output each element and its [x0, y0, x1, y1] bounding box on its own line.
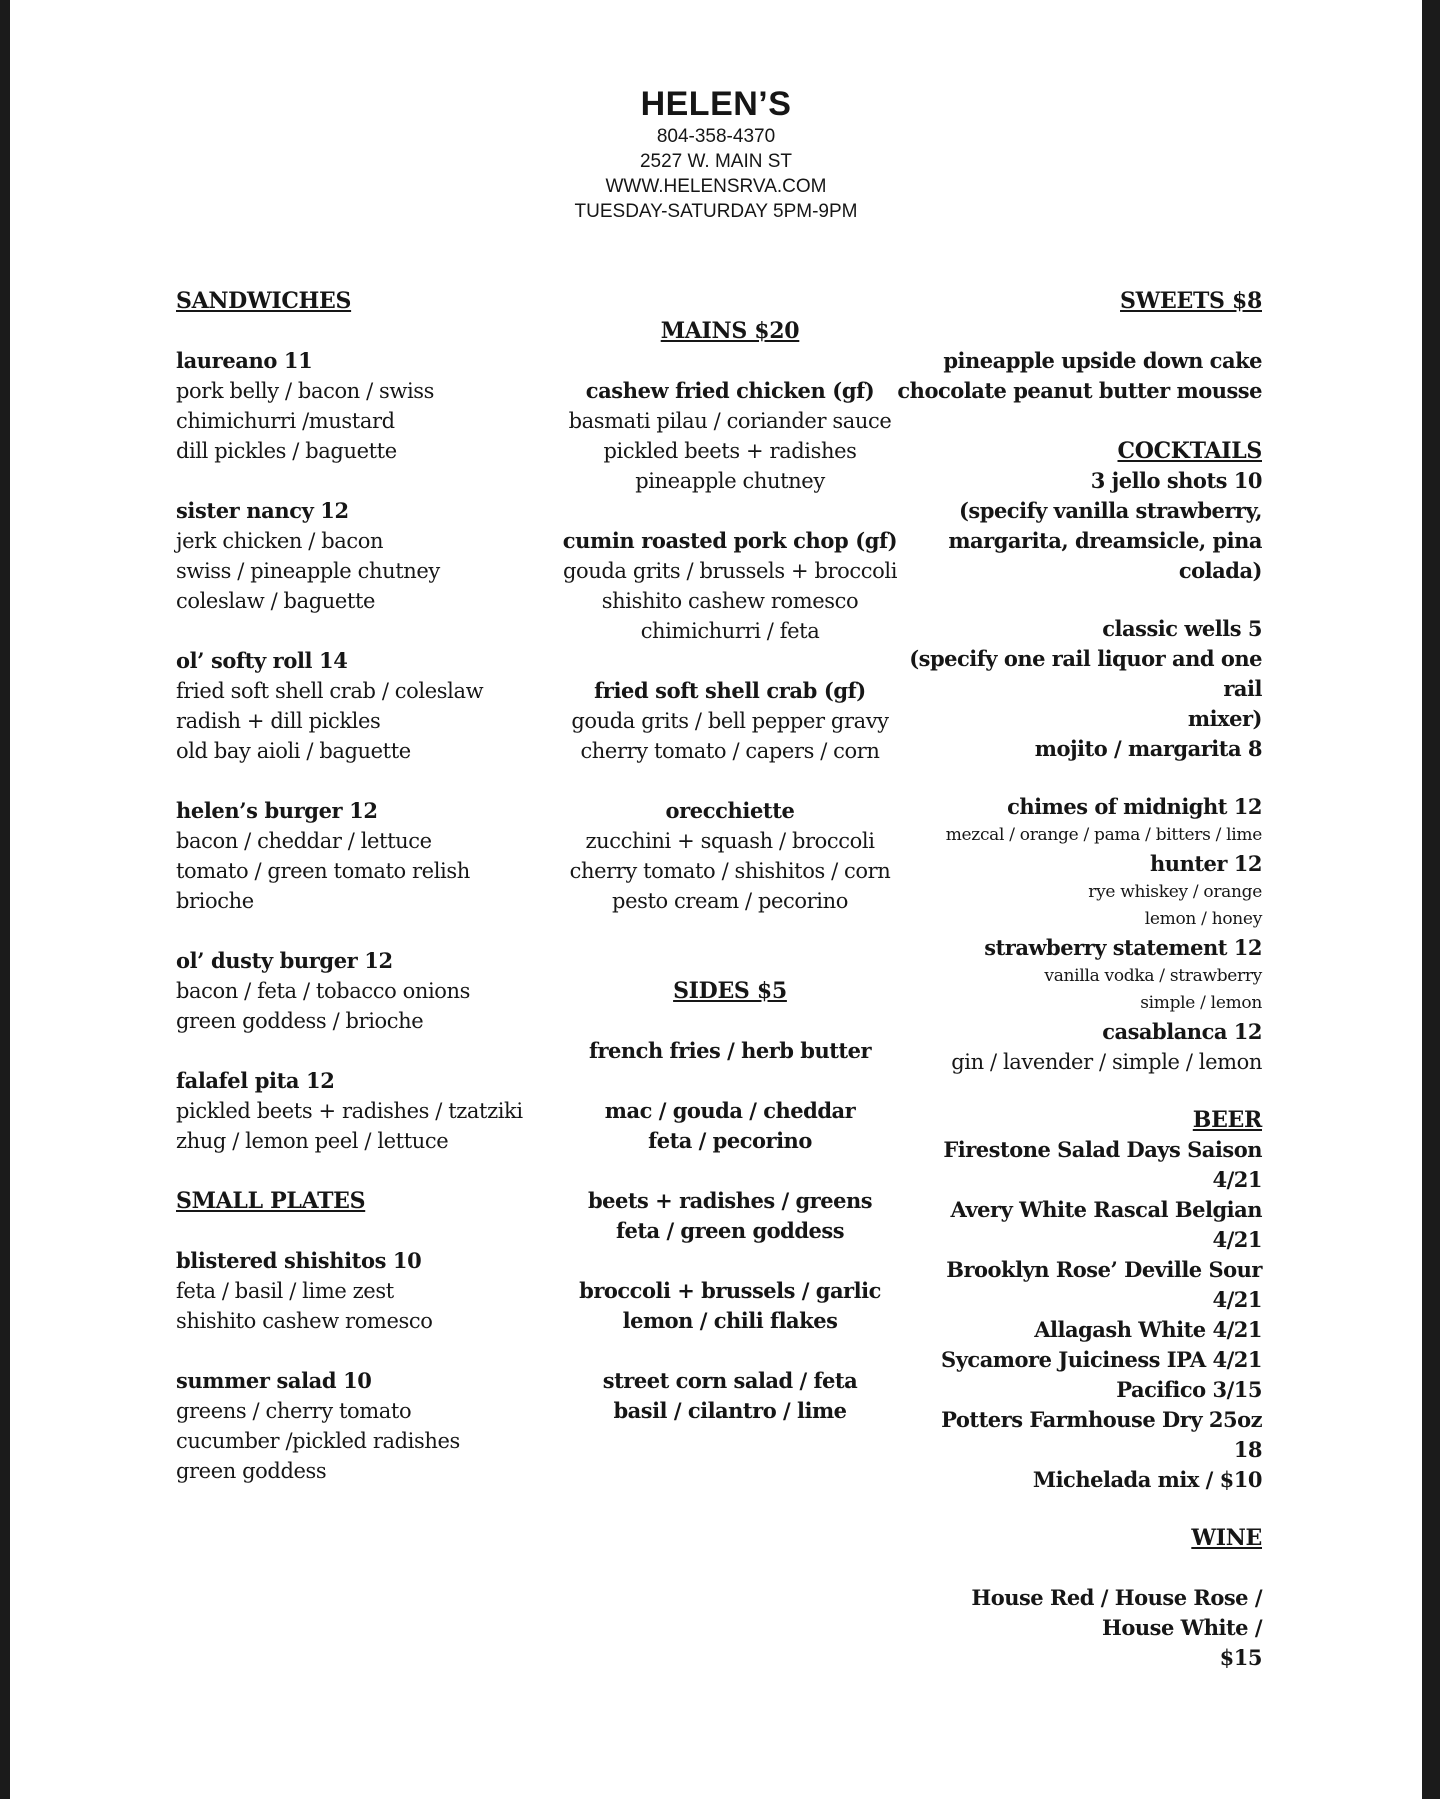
- cocktail-desc: simple / lemon: [1140, 993, 1262, 1013]
- item-name: fried soft shell crab (gf): [594, 678, 866, 703]
- cocktail-name: strawberry statement 12: [984, 935, 1262, 960]
- item-name: sister nancy 12: [176, 498, 349, 523]
- item-desc: chimichurri /mustard: [176, 409, 395, 433]
- section-title-sandwiches: SANDWICHES: [176, 288, 352, 314]
- menu-item: [535, 676, 925, 766]
- side-item: feta / green goddess: [615, 1218, 845, 1243]
- item-desc: tomato / green tomato relish: [176, 859, 470, 883]
- beer-item: Potters Farmhouse Dry 25oz: [941, 1407, 1262, 1432]
- cocktail-name: casablanca 12: [1102, 1019, 1262, 1044]
- item-desc: bacon / cheddar / lettuce: [176, 829, 432, 853]
- beer-item: Brooklyn Rose’ Deville Sour: [946, 1257, 1262, 1282]
- side-item: lemon / chili flakes: [622, 1308, 838, 1333]
- item-desc: green goddess / brioche: [176, 1009, 424, 1033]
- side-item: feta / pecorino: [648, 1128, 812, 1153]
- cocktail-note: mixer): [1187, 706, 1262, 731]
- beer-item: 4/21: [1212, 1227, 1262, 1252]
- item-name: ol’ dusty burger 12: [176, 948, 393, 973]
- item-desc: fried soft shell crab / coleslaw: [176, 679, 484, 703]
- item-desc: radish + dill pickles: [176, 709, 381, 733]
- beer-item: Avery White Rascal Belgian: [950, 1197, 1262, 1222]
- item-name: orecchiette: [665, 798, 795, 823]
- item-desc: pickled beets + radishes: [603, 439, 857, 463]
- item-desc: zucchini + squash / broccoli: [585, 829, 875, 853]
- right-column: [890, 286, 1262, 1673]
- item-desc: coleslaw / baguette: [176, 589, 376, 613]
- item-name: blistered shishitos 10: [176, 1248, 422, 1273]
- menu-header: [10, 84, 1422, 224]
- section-title-sides: SIDES $5: [673, 978, 787, 1004]
- cocktail-desc: vanilla vodka / strawberry: [1044, 966, 1262, 986]
- opening-hours: TUESDAY-SATURDAY 5PM-9PM: [574, 201, 858, 222]
- item-desc: feta / basil / lime zest: [176, 1279, 394, 1303]
- item-name: helen’s burger 12: [176, 798, 378, 823]
- side-item: street corn salad / feta: [602, 1368, 858, 1393]
- website: WWW.HELENSRVA.COM: [605, 176, 827, 197]
- cocktail-note: margarita, dreamsicle, pina: [948, 528, 1262, 553]
- item-desc: basmati pilau / coriander sauce: [568, 409, 892, 433]
- cocktail-note: colada): [1178, 558, 1262, 583]
- beer-item: 4/21: [1212, 1167, 1262, 1192]
- item-desc: dill pickles / baguette: [176, 439, 397, 463]
- cocktail-desc: gin / lavender / simple / lemon: [951, 1050, 1262, 1074]
- menu-item: [535, 796, 925, 916]
- beer-item: Michelada mix / $10: [1032, 1467, 1262, 1492]
- item-desc: bacon / feta / tobacco onions: [176, 979, 471, 1003]
- sweet-item: pineapple upside down cake: [943, 348, 1262, 373]
- item-desc: shishito cashew romesco: [601, 589, 859, 613]
- item-desc: greens / cherry tomato: [176, 1399, 412, 1423]
- cocktail-desc: rye whiskey / orange: [1088, 882, 1262, 902]
- item-name: laureano 11: [176, 348, 313, 373]
- item-name: falafel pita 12: [176, 1068, 335, 1093]
- item-desc: chimichurri / feta: [640, 619, 820, 643]
- item-desc: pork belly / bacon / swiss: [176, 379, 435, 403]
- side-item: broccoli + brussels / garlic: [579, 1278, 881, 1303]
- item-desc: pineapple chutney: [635, 469, 825, 493]
- cocktail-name: chimes of midnight 12: [1007, 794, 1262, 819]
- menu-item: [535, 526, 925, 646]
- section-title-cocktails: COCKTAILS: [1117, 438, 1262, 464]
- beer-item: Sycamore Juiciness IPA 4/21: [941, 1347, 1262, 1372]
- side-item: french fries / herb butter: [588, 1038, 872, 1063]
- cocktail-name: hunter 12: [1150, 851, 1262, 876]
- section-title-sweets: SWEETS $8: [1120, 288, 1262, 314]
- sweet-item: chocolate peanut butter mousse: [897, 378, 1262, 403]
- menu-item: [535, 376, 925, 496]
- cocktail-note: (specify one rail liquor and one rail: [909, 646, 1262, 701]
- wine-item: $15: [1219, 1645, 1262, 1670]
- side-item: mac / gouda / cheddar: [604, 1098, 856, 1123]
- wine-item: House White /: [1102, 1615, 1262, 1640]
- section-title-mains: MAINS $20: [660, 318, 800, 344]
- item-desc: shishito cashew romesco: [176, 1309, 433, 1333]
- item-desc: cherry tomato / capers / corn: [580, 739, 880, 763]
- side-item: basil / cilantro / lime: [613, 1398, 847, 1423]
- item-desc: pesto cream / pecorino: [612, 889, 848, 913]
- item-desc: brioche: [176, 889, 254, 913]
- cocktail-name: mojito / margarita 8: [1034, 736, 1262, 761]
- item-desc: pickled beets + radishes / tzatziki: [176, 1099, 523, 1123]
- item-name: summer salad 10: [176, 1368, 372, 1393]
- item-desc: zhug / lemon peel / lettuce: [176, 1129, 449, 1153]
- cocktail-name: 3 jello shots 10: [1090, 468, 1262, 493]
- item-name: cashew fried chicken (gf): [585, 378, 875, 403]
- beer-item: Pacifico 3/15: [1116, 1377, 1262, 1402]
- beer-item: 4/21: [1212, 1287, 1262, 1312]
- item-desc: swiss / pineapple chutney: [176, 559, 440, 583]
- item-desc: jerk chicken / bacon: [176, 529, 384, 553]
- item-name: cumin roasted pork chop (gf): [562, 528, 898, 553]
- item-desc: gouda grits / brussels + broccoli: [562, 559, 898, 583]
- wine-item: House Red / House Rose /: [971, 1585, 1262, 1610]
- item-desc: gouda grits / bell pepper gravy: [571, 709, 889, 733]
- item-desc: cucumber /pickled radishes: [176, 1429, 460, 1453]
- cocktail-desc: lemon / honey: [1144, 909, 1262, 929]
- section-title-wine: WINE: [1191, 1525, 1262, 1551]
- cocktail-note: (specify vanilla strawberry,: [959, 498, 1262, 523]
- beer-item: Firestone Salad Days Saison: [943, 1137, 1262, 1162]
- menu-page: [10, 0, 1422, 1799]
- item-desc: green goddess: [176, 1459, 327, 1483]
- phone-number: 804-358-4370: [656, 126, 776, 147]
- item-desc: old bay aioli / baguette: [176, 739, 411, 763]
- beer-item: 18: [1233, 1437, 1262, 1462]
- restaurant-name: HELEN’S: [640, 85, 792, 123]
- item-desc: cherry tomato / shishitos / corn: [569, 859, 891, 883]
- cocktail-desc: mezcal / orange / pama / bitters / lime: [945, 825, 1262, 845]
- cocktail-name: classic wells 5: [1102, 616, 1262, 641]
- section-title-beer: BEER: [1192, 1107, 1262, 1133]
- middle-column: [535, 316, 925, 1426]
- street-address: 2527 W. MAIN ST: [639, 151, 793, 172]
- beer-item: Allagash White 4/21: [1034, 1317, 1262, 1342]
- item-name: ol’ softy roll 14: [176, 648, 348, 673]
- section-title-small-plates: SMALL PLATES: [176, 1188, 366, 1214]
- side-item: beets + radishes / greens: [587, 1188, 873, 1213]
